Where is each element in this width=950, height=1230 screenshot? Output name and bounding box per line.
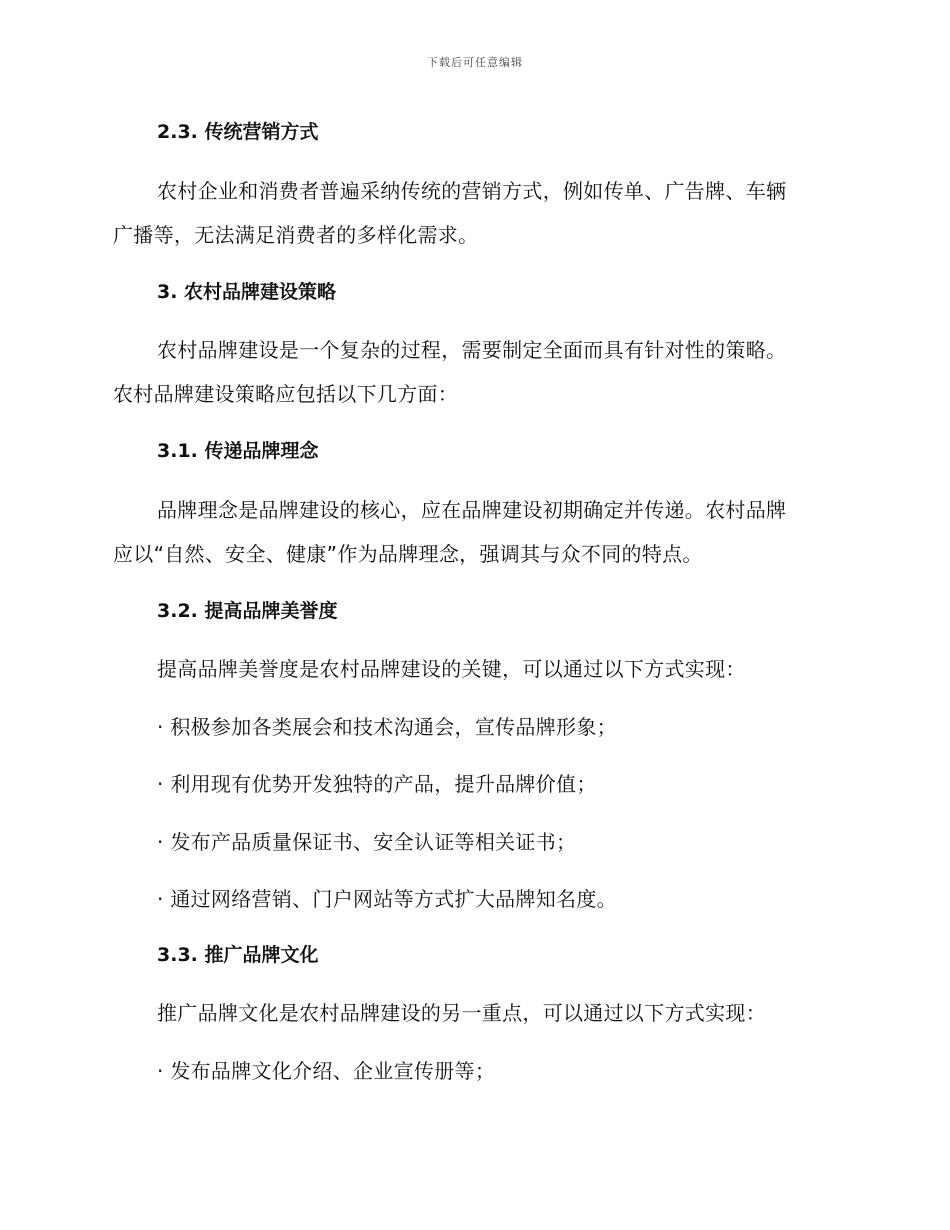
paragraph-line: 应以“自然、安全、健康”作为品牌理念，强调其与众不同的特点。 [113,542,703,566]
section-heading-3-1: 3.1. 传递品牌理念 [157,440,319,462]
list-item: · 利用现有优势开发独特的产品，提升品牌价值； [157,772,597,796]
paragraph-line: 推广品牌文化是农村品牌建设的另一重点，可以通过以下方式实现： [157,1001,766,1025]
list-item: · 积极参加各类展会和技术沟通会，宣传品牌形象； [157,715,617,739]
list-item: · 通过网络营销、门户网站等方式扩大品牌知名度。 [157,887,617,911]
section-heading-3-2: 3.2. 提高品牌美誉度 [157,600,338,622]
section-heading-3: 3. 农村品牌建设策略 [157,281,337,303]
paragraph-line: 农村品牌建设是一个复杂的过程，需要制定全面而具有针对性的策略。 [157,338,787,362]
paragraph-line: 广播等，无法满足消费者的多样化需求。 [113,223,479,247]
paragraph-line: 品牌理念是品牌建设的核心，应在品牌建设初期确定并传递。农村品牌 [157,498,787,522]
page-header-note: 下载后可任意编辑 [427,56,523,69]
section-heading-3-3: 3.3. 推广品牌文化 [157,944,319,966]
paragraph-line: 农村企业和消费者普遍采纳传统的营销方式，例如传单、广告牌、车辆 [157,179,787,203]
section-heading-2-3: 2.3. 传统营销方式 [157,121,319,143]
paragraph-line: 农村品牌建设策略应包括以下几方面： [113,382,459,406]
list-item: · 发布产品质量保证书、安全认证等相关证书； [157,830,577,854]
list-item: · 发布品牌文化介绍、企业宣传册等； [157,1059,496,1083]
paragraph-line: 提高品牌美誉度是农村品牌建设的关键，可以通过以下方式实现： [157,657,746,681]
